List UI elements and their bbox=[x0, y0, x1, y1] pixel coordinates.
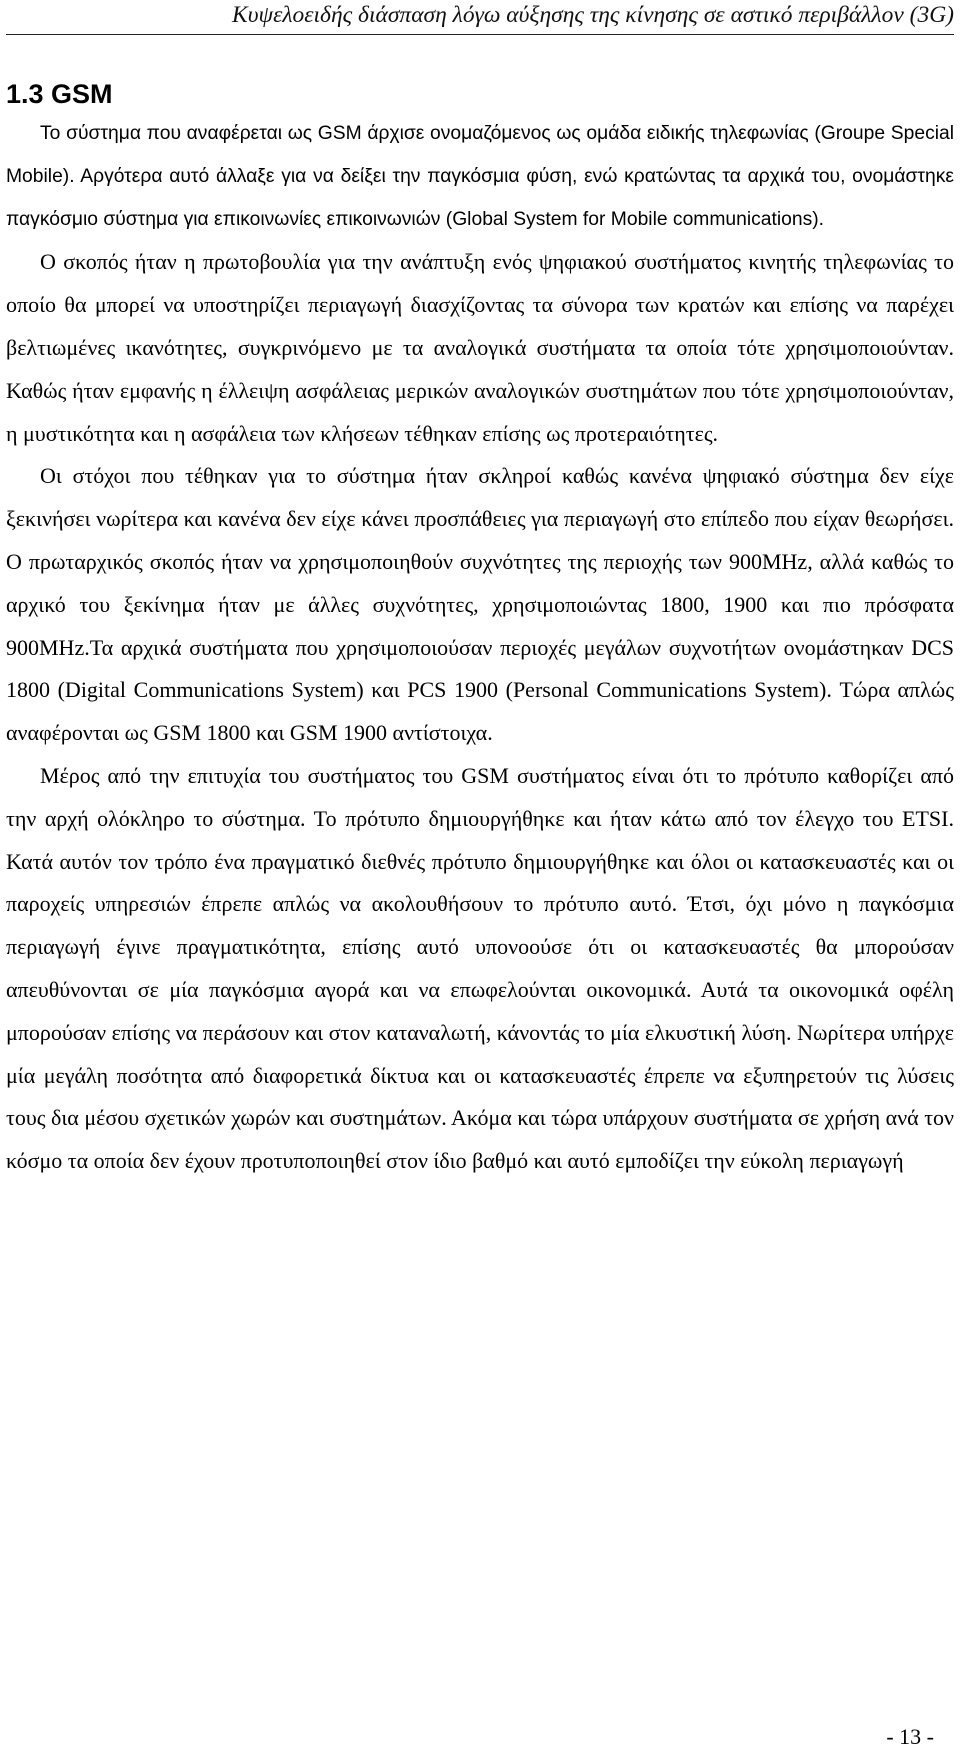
running-header: Κυψελοειδής διάσπαση λόγω αύξησης της κίνησης σε αστικό περιβάλλον (3G) bbox=[232, 2, 954, 28]
body-text bbox=[6, 113, 954, 1183]
header-divider bbox=[6, 34, 954, 35]
paragraph-2: Ο σκοπός ήταν η πρωτοβουλία για την ανάπτυξη ενός ψηφιακού συστήματος κινητής τηλεφωνίας το οποίο θα μπορεί να υποστηρίζει περιαγωγή διασχίζοντας τα σύνορα των κρατών και επίσης να παρέχει βελτιωμένες ικανότητες, συγκρινόμενο με τα αναλογικά συστήματα τα οποία τότε χρησιμοποιούνταν. Καθώς ήταν εμφανής η έλλειψη ασφάλειας μερικών αναλογικών συστημάτων που τότε χρησιμοποιούνταν, η μυστικότητα και η ασφάλεια των κλήσεων τέθηκαν επίσης ως προτεραιότητες. bbox=[6, 249, 954, 446]
page-number: - 13 - bbox=[886, 1724, 934, 1749]
paragraph-4: Μέρος από την επιτυχία του συστήματος του GSM συστήματος είναι ότι το πρότυπο καθορίζει από την αρχή ολόκληρο το σύστημα. Το πρότυπο δημιουργήθηκε και ήταν κάτω από τον έλεγχο του ETSI. Κατά αυτόν τον τρόπο ένα πραγματικό διεθνές πρότυπο δημιουργήθηκε και όλοι οι κατασκευαστές και οι παροχείς υπηρεσιών έπρεπε απλώς να ακολουθήσουν το πρότυπο αυτό. Έτσι, όχι μόνο η παγκόσμια περιαγωγή έγινε πραγματικότητα, επίσης αυτό υπονοούσε ότι οι κατασκευαστές θα μπορούσαν απευθύνονται σε μία παγκόσμια αγορά και να επωφελούνται οικονομικά. Αυτά τα οικονομικά οφέλη μπορούσαν επίσης να περάσουν και στον καταναλωτή, κάνοντάς το μία ελκυστική λύση. Νωρίτερα υπήρχε μία μεγάλη ποσότητα από διαφορετικά δίκτυα και οι κατασκευαστές έπρεπε να εξυπηρετούν τις λύσεις τους δια μέσου σχετικών χωρών και συστημάτων. Ακόμα και τώρα υπάρχουν συστήματα σε χρήση ανά τον κόσμο τα οποία δεν έχουν προτυποποιηθεί στον ίδιο βαθμό και αυτό εμποδίζει την εύκολη περιαγωγή bbox=[6, 762, 954, 1174]
section-heading: 1.3 GSM bbox=[6, 79, 113, 109]
paragraph-3: Οι στόχοι που τέθηκαν για το σύστημα ήταν σκληροί καθώς κανένα ψηφιακό σύστημα δεν είχε ξεκινήσει νωρίτερα και κανένα δεν είχε κάνει προσπάθειες για περιαγωγή στο επίπεδο που είχαν θεωρήσει. Ο πρωταρχικός σκοπός ήταν να χρησιμοποιηθούν συχνότητες της περιοχής των 900MHz, αλλά καθώς το αρχικό του ξεκίνημα ήταν με άλλες συχνότητες, χρησιμοποιώντας 1800, 1900 και πιο πρόσφατα 900MHz.Τα αρχικά συστήματα που χρησιμοποιούσαν περιοχές μεγάλων συχνοτήτων ονομάστηκαν DCS 1800 (Digital Communications System) και PCS 1900 (Personal Communications System). Τώρα απλώς αναφέρονται ως GSM 1800 και GSM 1900 αντίστοιχα. bbox=[6, 463, 954, 746]
paragraph-1: Το σύστημα που αναφέρεται ως GSM άρχισε ονομαζόμενος ως ομάδα ειδικής τηλεφωνίας (Groupe Special Mobile). Αργότερα αυτό άλλαξε για να δείξει την παγκόσμια φύση, ενώ κρατώντας τα αρχικά του, ονομάστηκε παγκόσμιο σύστημα για επικοινωνίες επικοινωνιών (Global System for Mobile communications). bbox=[6, 123, 954, 230]
